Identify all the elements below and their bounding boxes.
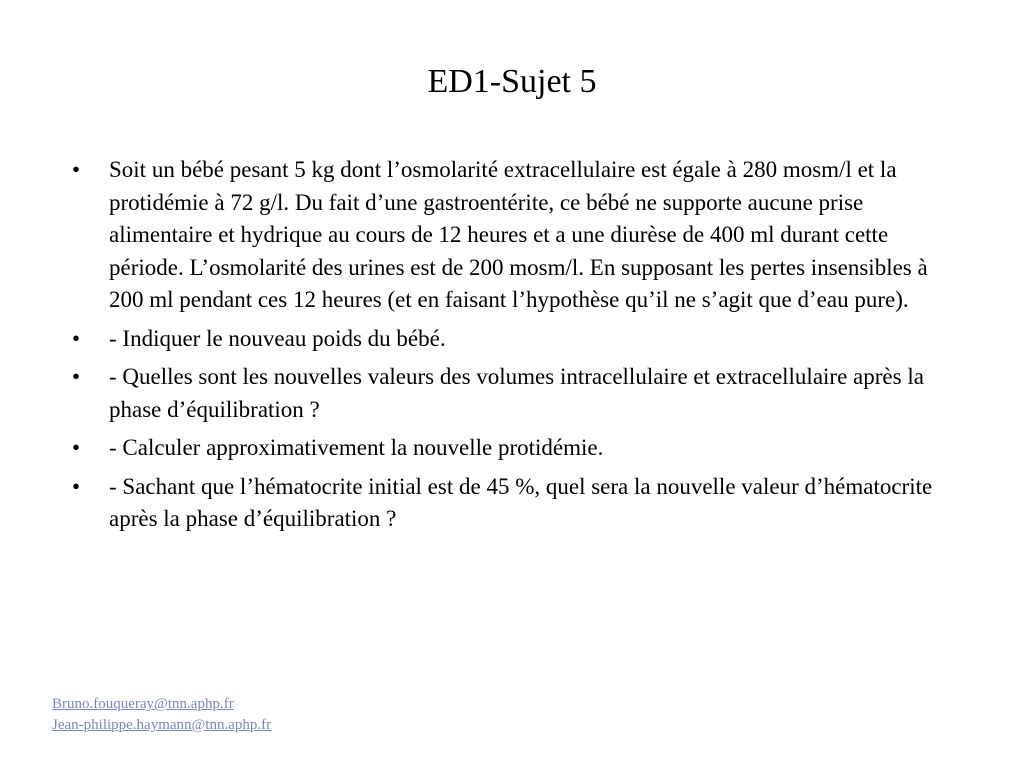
bullet-item-question-1 — [72, 323, 962, 356]
bullet-item-intro — [72, 154, 962, 317]
bullet-text: Soit un bébé pesant 5 kg dont l’osmolarité extracellulaire est égale à 280 mosm/l et la protidémie à 72 g/l. Du fait d’une gastroentérite, ce bébé ne supporte aucune prise alimentaire et hydrique au cours de 12 heures et a une diurèse de 400 ml durant cette période. L’osmolarité des urines est de 200 mosm/l. En supposant les pertes insensibles à 200 ml pendant ces 12 heures (et en faisant l’hypothèse qu’il ne s’agit que d’eau pure). — [109, 157, 928, 312]
bullet-dot-icon: • — [72, 157, 81, 182]
email-link-haymann[interactable]: Jean-philippe.haymann@tnn.aphp.fr — [52, 717, 272, 733]
bullet-dot-icon: • — [72, 325, 81, 351]
bullet-text: - Calculer approximativement la nouvelle protidémie. — [109, 435, 604, 460]
bullet-dot-icon: • — [72, 473, 81, 499]
bullet-text: - Quelles sont les nouvelles valeurs des volumes intracellulaire et extracellulaire après la phase d’équilibration ? — [109, 364, 924, 422]
footer-contacts — [52, 694, 271, 736]
bullet-text: - Indiquer le nouveau poids du bébé. — [109, 325, 446, 351]
bullet-dot-icon: • — [72, 364, 81, 389]
bullet-item-question-2 — [72, 361, 962, 426]
email-link-fouqueray[interactable]: Bruno.fouqueray@tnn.aphp.fr — [52, 696, 234, 712]
bullet-item-question-4 — [72, 471, 962, 536]
bullet-dot-icon: • — [72, 435, 81, 460]
slide-title: ED1-Sujet 5 — [427, 63, 597, 100]
bullet-text: - Sachant que l’hématocrite initial est de 45 %, quel sera la nouvelle valeur d’hématocrite après la phase d’équilibration ? — [109, 473, 933, 531]
bullet-item-question-3 — [72, 432, 962, 465]
bullet-list — [72, 154, 962, 542]
